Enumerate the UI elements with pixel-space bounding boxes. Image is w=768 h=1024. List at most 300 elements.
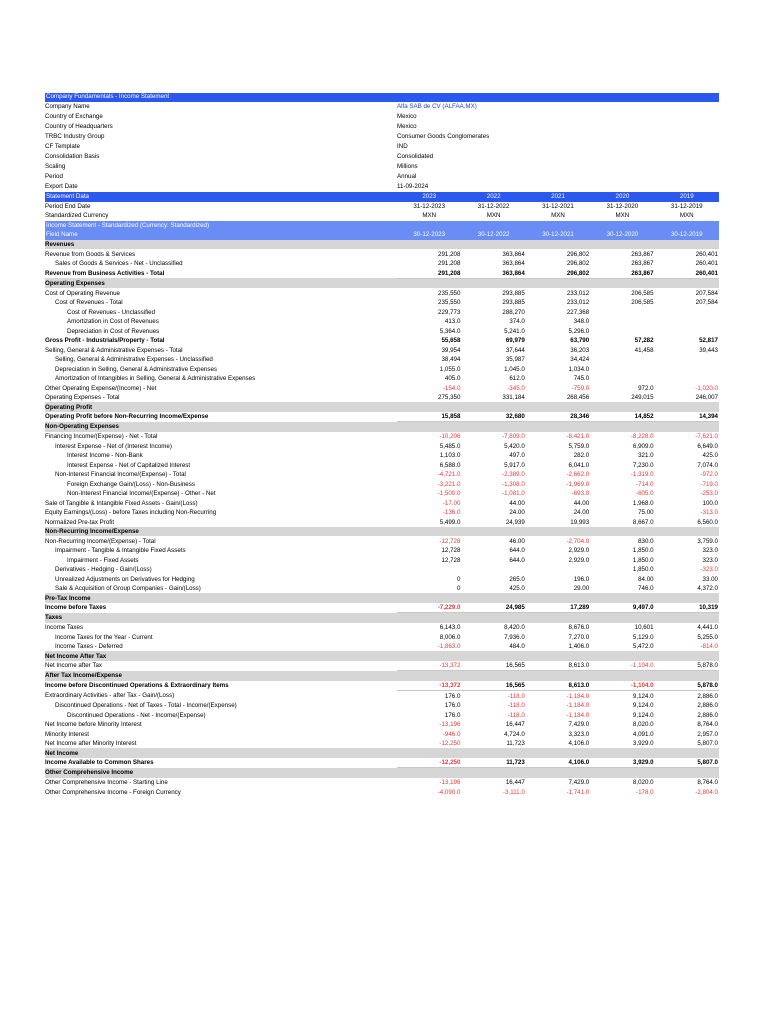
- value-cell: 4,724.0: [504, 730, 525, 738]
- value-cell: 293,885: [502, 289, 525, 297]
- row-label: Discontinued Operations - Net of Taxes - Total - Income/(Expense): [55, 702, 237, 710]
- value-cell: 176.0: [444, 692, 461, 700]
- row-label: Net Income: [45, 748, 397, 758]
- value-cell: 75.00: [638, 509, 654, 517]
- info-value: Annual: [397, 173, 417, 181]
- info-key: Country of Headquarters: [45, 122, 113, 130]
- table-row: [45, 307, 719, 317]
- column-date-header: 30-12-2023: [413, 231, 446, 239]
- value-cell: [461, 565, 525, 575]
- row-label: Net Income after Minority Interest: [45, 740, 137, 748]
- value-cell: [655, 593, 719, 603]
- value-cell: 8,613.0: [526, 661, 590, 671]
- value-cell: 206,585: [631, 289, 654, 297]
- value-cell: 33.00: [702, 575, 718, 583]
- value-cell: 196.0: [573, 575, 590, 583]
- row-label: Other Comprehensive Income - Foreign Currency: [45, 788, 181, 796]
- income-statement-title-row: [45, 221, 719, 231]
- value-cell: [655, 422, 719, 432]
- value-cell: 6,649.0: [697, 442, 718, 450]
- value-cell: -12,250: [397, 758, 461, 768]
- value-cell: 24.00: [509, 509, 525, 517]
- value-cell: -1,319.0: [630, 471, 654, 479]
- info-key: Consolidation Basis: [45, 152, 100, 160]
- row-label: Impairment - Tangible & Intangible Fixed Assets: [55, 547, 186, 555]
- value-cell: -253.0: [700, 490, 718, 498]
- value-cell: -178.0: [636, 788, 654, 796]
- section-header-row: [45, 402, 719, 412]
- value-cell: 229,773: [438, 308, 461, 316]
- table-row: [45, 546, 719, 556]
- value-cell: -1,020.0: [695, 384, 718, 392]
- value-cell: [526, 402, 590, 412]
- statement-data-row: [45, 192, 719, 202]
- value-cell: 5,472.0: [632, 643, 654, 651]
- table-row: [45, 364, 719, 374]
- table-row: [45, 259, 719, 269]
- value-cell: 5,917.0: [504, 461, 525, 469]
- value-cell: 7,936.0: [504, 633, 525, 641]
- table-row: [45, 517, 719, 527]
- value-cell: -1,741.0: [566, 788, 590, 796]
- value-cell: -1,184.0: [566, 711, 590, 719]
- value-cell: 6,143.0: [439, 624, 461, 632]
- value-cell: 14,394: [655, 412, 719, 422]
- value-cell: [397, 768, 461, 778]
- value-cell: 8,676.0: [568, 624, 590, 632]
- value-cell: 176.0: [444, 702, 461, 710]
- value-cell: 0: [456, 575, 461, 583]
- row-label: Net Income after Tax: [45, 662, 102, 670]
- value-cell: 8,613.0: [526, 681, 590, 691]
- value-cell: 405.0: [444, 375, 461, 383]
- value-cell: -7,621.0: [695, 433, 718, 441]
- value-cell: [590, 527, 654, 537]
- value-cell: 57,282: [634, 337, 654, 345]
- info-row: [45, 112, 719, 122]
- row-label: Taxes: [45, 613, 397, 623]
- value-cell: [590, 326, 654, 336]
- table-row: [45, 642, 719, 652]
- value-cell: [461, 278, 525, 288]
- value-cell: 497.0: [509, 452, 525, 460]
- sheet-title: Company Fundamentals - Income Statement: [45, 93, 719, 102]
- value-cell: 0: [456, 585, 461, 593]
- value-cell: 331,184: [502, 394, 525, 402]
- period-end-date: 31-12-2023: [413, 202, 446, 210]
- value-cell: [461, 748, 525, 758]
- value-cell: 291,208: [438, 250, 461, 258]
- value-cell: -1,500.0: [437, 490, 461, 498]
- value-cell: [590, 374, 654, 384]
- value-cell: -814.0: [700, 643, 718, 651]
- value-cell: 41,458: [634, 346, 654, 354]
- value-cell: [590, 651, 654, 661]
- value-cell: 644.0: [509, 547, 525, 555]
- value-cell: 3,929.0: [590, 758, 654, 768]
- value-cell: 235,550: [438, 299, 461, 307]
- row-label: Other Comprehensive Income - Starting Line: [45, 779, 168, 787]
- value-cell: 4,106.0: [526, 758, 590, 768]
- value-cell: 745.0: [573, 375, 590, 383]
- value-cell: 1,103.0: [439, 452, 461, 460]
- value-cell: 39,443: [699, 346, 718, 354]
- row-label: Income Available to Common Shares: [45, 759, 154, 767]
- value-cell: 7,230.0: [632, 461, 654, 469]
- value-cell: 46.00: [509, 537, 525, 545]
- value-cell: -1,863.0: [437, 643, 461, 651]
- value-cell: -714.0: [636, 480, 654, 488]
- info-row: [45, 122, 719, 132]
- value-cell: -323.0: [700, 566, 718, 574]
- table-row: [45, 720, 719, 730]
- value-cell: 5,759.0: [568, 442, 590, 450]
- currency-label: Standardized Currency: [45, 212, 109, 220]
- table-row: [45, 268, 719, 278]
- value-cell: [526, 768, 590, 778]
- value-cell: 8,764.0: [697, 721, 718, 729]
- value-cell: 84.00: [638, 575, 654, 583]
- value-cell: 1,055.0: [439, 365, 461, 373]
- value-cell: 263,867: [631, 250, 654, 258]
- value-cell: 260,401: [695, 250, 718, 258]
- value-cell: [590, 364, 654, 374]
- row-label: Income Taxes for the Year - Current: [55, 633, 153, 641]
- value-cell: 296,802: [566, 250, 590, 258]
- value-cell: [461, 651, 525, 661]
- info-value: Mexico: [397, 122, 417, 130]
- value-cell: 10,319: [655, 603, 719, 613]
- info-value: Consolidated: [397, 152, 434, 160]
- value-cell: -8,421.0: [566, 433, 590, 441]
- row-label: Minority Interest: [45, 730, 90, 738]
- value-cell: -1,104.0: [590, 661, 654, 671]
- value-cell: [655, 317, 719, 327]
- table-row: [45, 508, 719, 518]
- table-row: [45, 412, 719, 422]
- value-cell: -1,308.0: [502, 480, 525, 488]
- table-row: [45, 787, 719, 797]
- period-end-date: 31-12-2022: [477, 202, 510, 210]
- value-cell: 3,323.0: [568, 730, 590, 738]
- value-cell: -7,229.0: [397, 603, 461, 613]
- value-cell: [590, 355, 654, 365]
- value-cell: -1,081.0: [502, 490, 525, 498]
- value-cell: 321.0: [638, 452, 654, 460]
- value-cell: [655, 326, 719, 336]
- row-label: Gross Profit - Industrials/Property - Total: [45, 337, 165, 345]
- info-row: [45, 172, 719, 182]
- value-cell: -154.0: [442, 384, 461, 392]
- table-row: [45, 498, 719, 508]
- value-cell: [397, 748, 461, 758]
- value-cell: 1,406.0: [568, 643, 590, 651]
- value-cell: 296,802: [566, 260, 590, 268]
- value-cell: 24,939: [505, 518, 525, 526]
- value-cell: [397, 422, 461, 432]
- value-cell: [526, 593, 590, 603]
- value-cell: 36,203: [570, 346, 590, 354]
- value-cell: 612.0: [509, 375, 525, 383]
- value-cell: [590, 422, 654, 432]
- value-cell: -118.0: [507, 702, 525, 710]
- info-row: [45, 152, 719, 162]
- value-cell: 15,858: [397, 412, 461, 422]
- value-cell: -13,196: [439, 721, 461, 729]
- value-cell: 263,867: [631, 260, 654, 268]
- row-label: Revenue from Goods & Services: [45, 250, 136, 258]
- table-row: [45, 729, 719, 739]
- row-label: Non-Interest Financial Income/(Expense) - Total: [55, 471, 186, 479]
- value-cell: 246,007: [695, 394, 718, 402]
- value-cell: 227,368: [566, 308, 590, 316]
- value-cell: 2,886.0: [697, 692, 718, 700]
- row-label: Income before Taxes: [45, 604, 107, 612]
- statement-data-label: Statement Data: [46, 193, 89, 201]
- value-cell: [655, 374, 719, 384]
- value-cell: [526, 651, 590, 661]
- income-statement-table: [45, 240, 719, 797]
- value-cell: 24,985: [461, 603, 525, 613]
- value-cell: 249,015: [631, 394, 654, 402]
- value-cell: [590, 768, 654, 778]
- value-cell: 12,728: [441, 547, 461, 555]
- row-label: Unrealized Adjustments on Derivatives for Hedging: [55, 575, 195, 583]
- info-key: Company Name: [45, 102, 90, 110]
- value-cell: [655, 402, 719, 412]
- row-label: Extraordinary Activities - after Tax - Gain/(Loss): [45, 692, 175, 700]
- info-row: [45, 142, 719, 152]
- info-key: CF Template: [45, 142, 80, 150]
- value-cell: 44.00: [509, 499, 525, 507]
- value-cell: 265.0: [509, 575, 525, 583]
- value-cell: 746.0: [638, 585, 654, 593]
- value-cell: 32,680: [461, 412, 525, 422]
- value-cell: -13,196: [439, 779, 461, 787]
- row-label: Interest Expense - Net of Capitalized Interest: [67, 461, 191, 469]
- row-label: Income before Discontinued Operations & Extraordinary Items: [45, 682, 229, 690]
- value-cell: 7,074.0: [697, 461, 718, 469]
- row-label: Cost of Operating Revenue: [45, 289, 120, 297]
- value-cell: [461, 527, 525, 537]
- value-cell: 5,499.0: [439, 518, 461, 526]
- table-row: [45, 355, 719, 365]
- value-cell: -1,969.0: [566, 480, 590, 488]
- info-key: Country of Exchange: [45, 112, 103, 120]
- value-cell: [526, 671, 590, 681]
- value-cell: [397, 240, 461, 250]
- value-cell: [461, 240, 525, 250]
- currency-cell: MXN: [615, 212, 630, 220]
- row-label: Financing Income/(Expense) - Net - Total: [45, 433, 158, 441]
- value-cell: 5,241.0: [504, 327, 525, 335]
- value-cell: 55,658: [441, 337, 461, 345]
- table-row: [45, 661, 719, 671]
- value-cell: 19,993: [570, 518, 590, 526]
- value-cell: 9,497.0: [590, 603, 654, 613]
- value-cell: 5,255.0: [697, 633, 718, 641]
- column-date-header: 30-12-2020: [606, 231, 639, 239]
- value-cell: [461, 613, 525, 623]
- row-label: Non-Recurring Income/(Expense) - Total: [45, 537, 156, 545]
- value-cell: 5,129.0: [632, 633, 654, 641]
- table-row: [45, 298, 719, 308]
- value-cell: [397, 593, 461, 603]
- value-cell: 2,929.0: [568, 556, 590, 564]
- value-cell: 5,878.0: [655, 661, 719, 671]
- value-cell: 296,802: [526, 268, 590, 278]
- table-row: [45, 345, 719, 355]
- value-cell: 5,807.0: [655, 758, 719, 768]
- row-label: Equity Earnings/(Loss) - before Taxes including Non-Recurring: [45, 509, 217, 517]
- value-cell: 176.0: [444, 711, 461, 719]
- row-label: Derivatives - Hedging - Gain/(Loss): [55, 566, 152, 574]
- value-cell: 5,296.0: [568, 327, 590, 335]
- value-cell: [655, 355, 719, 365]
- row-label: Sale of Tangible & Intangible Fixed Assets - Gain/(Loss): [45, 499, 198, 507]
- info-row: [45, 132, 719, 142]
- value-cell: [655, 364, 719, 374]
- value-cell: -118.0: [507, 692, 525, 700]
- section-header-row: [45, 671, 719, 681]
- value-cell: 52,817: [699, 337, 718, 345]
- table-row: [45, 336, 719, 346]
- value-cell: 9,124.0: [632, 702, 654, 710]
- value-cell: 29.00: [573, 585, 590, 593]
- table-row: [45, 758, 719, 768]
- row-label: Income Taxes - Deferred: [55, 643, 123, 651]
- row-label: Cost of Revenues - Total: [55, 299, 123, 307]
- value-cell: [526, 278, 590, 288]
- section-header-row: [45, 613, 719, 623]
- value-cell: [461, 768, 525, 778]
- value-cell: [397, 527, 461, 537]
- value-cell: 5,364.0: [439, 327, 461, 335]
- value-cell: 282.0: [573, 452, 590, 460]
- value-cell: 69,979: [505, 337, 525, 345]
- table-row: [45, 584, 719, 594]
- company-name-link[interactable]: Alfa SAB de CV (ALFAA.MX): [397, 102, 477, 110]
- value-cell: -1,184.0: [566, 692, 590, 700]
- table-row: [45, 374, 719, 384]
- value-cell: 24.00: [573, 509, 590, 517]
- field-name-row: [45, 230, 719, 240]
- value-cell: 233,012: [566, 299, 590, 307]
- field-name-label: Field Name: [46, 231, 78, 239]
- value-cell: [590, 613, 654, 623]
- value-cell: 263,867: [590, 268, 654, 278]
- row-label: After Tax Income/Expense: [45, 671, 397, 681]
- table-row: [45, 451, 719, 461]
- value-cell: [655, 278, 719, 288]
- value-cell: -3,111.0: [503, 788, 525, 796]
- value-cell: -2,662.0: [566, 471, 590, 479]
- row-label: Other Comprehensive Income: [45, 768, 397, 778]
- section-header-row: [45, 527, 719, 537]
- company-info: [45, 102, 719, 193]
- value-cell: [590, 278, 654, 288]
- value-cell: [397, 278, 461, 288]
- value-cell: 260,401: [695, 260, 718, 268]
- value-cell: [590, 317, 654, 327]
- row-label: Depreciation in Cost of Revenues: [67, 327, 160, 335]
- value-cell: 291,208: [438, 260, 461, 268]
- value-cell: 233,012: [566, 289, 590, 297]
- value-cell: -13,372: [397, 661, 461, 671]
- value-cell: 5,878.0: [655, 681, 719, 691]
- value-cell: 363,864: [461, 268, 525, 278]
- value-cell: -946.0: [442, 730, 461, 738]
- value-cell: [526, 613, 590, 623]
- row-label: Other Operating Expense/(Income) - Net: [45, 384, 157, 392]
- value-cell: 206,585: [631, 299, 654, 307]
- row-label: Operating Expenses - Total: [45, 394, 120, 402]
- value-cell: 1,968.0: [632, 499, 654, 507]
- section-header-row: [45, 593, 719, 603]
- value-cell: 7,270.0: [568, 633, 590, 641]
- section-header-row: [45, 651, 719, 661]
- value-cell: -8,228.0: [630, 433, 654, 441]
- value-cell: -693.0: [571, 490, 590, 498]
- value-cell: 644.0: [509, 556, 525, 564]
- section-header-row: [45, 768, 719, 778]
- currency-cell: MXN: [486, 212, 501, 220]
- value-cell: 413.0: [444, 318, 461, 326]
- value-cell: 35,987: [505, 356, 525, 364]
- value-cell: -2,389.0: [502, 471, 525, 479]
- value-cell: 100.0: [702, 499, 718, 507]
- value-cell: 268,456: [566, 394, 590, 402]
- value-cell: 9,124.0: [632, 692, 654, 700]
- info-key: Scaling: [45, 163, 66, 171]
- value-cell: 2,886.0: [697, 711, 718, 719]
- row-label: Impairment - Fixed Assets: [67, 556, 139, 564]
- period-end-date: 31-12-2021: [542, 202, 574, 210]
- value-cell: 363,864: [502, 250, 525, 258]
- value-cell: [655, 240, 719, 250]
- info-key: TRBC Industry Group: [45, 132, 105, 140]
- table-row: [45, 691, 719, 701]
- value-cell: [590, 748, 654, 758]
- value-cell: 4,441.0: [697, 624, 718, 632]
- value-cell: -2,704.0: [566, 537, 590, 545]
- row-label: Depreciation in Selling, General & Administrative Expenses: [55, 365, 217, 373]
- value-cell: -118.0: [507, 711, 525, 719]
- value-cell: -3,221.0: [437, 480, 461, 488]
- column-date-header: 30-12-2019: [670, 231, 703, 239]
- value-cell: [461, 422, 525, 432]
- table-row: [45, 489, 719, 499]
- value-cell: 5,420.0: [504, 442, 525, 450]
- info-row: [45, 162, 719, 172]
- value-cell: 348.0: [573, 318, 590, 326]
- row-label: Normalized Pre-tax Profit: [45, 518, 115, 526]
- info-key: Period: [45, 173, 63, 181]
- row-label: Foreign Exchange Gain/(Loss) - Non-Business: [67, 480, 195, 488]
- value-cell: -719.0: [700, 480, 718, 488]
- value-cell: 7,429.0: [568, 779, 590, 787]
- value-cell: 207,584: [695, 299, 718, 307]
- row-label: Cost of Revenues - Unclassified: [67, 308, 156, 316]
- info-row: [45, 102, 719, 112]
- table-row: [45, 460, 719, 470]
- table-row: [45, 432, 719, 442]
- year-header: 2021: [551, 193, 565, 201]
- value-cell: [590, 671, 654, 681]
- value-cell: [655, 671, 719, 681]
- value-cell: 16,447: [505, 779, 525, 787]
- value-cell: -345.0: [507, 384, 525, 392]
